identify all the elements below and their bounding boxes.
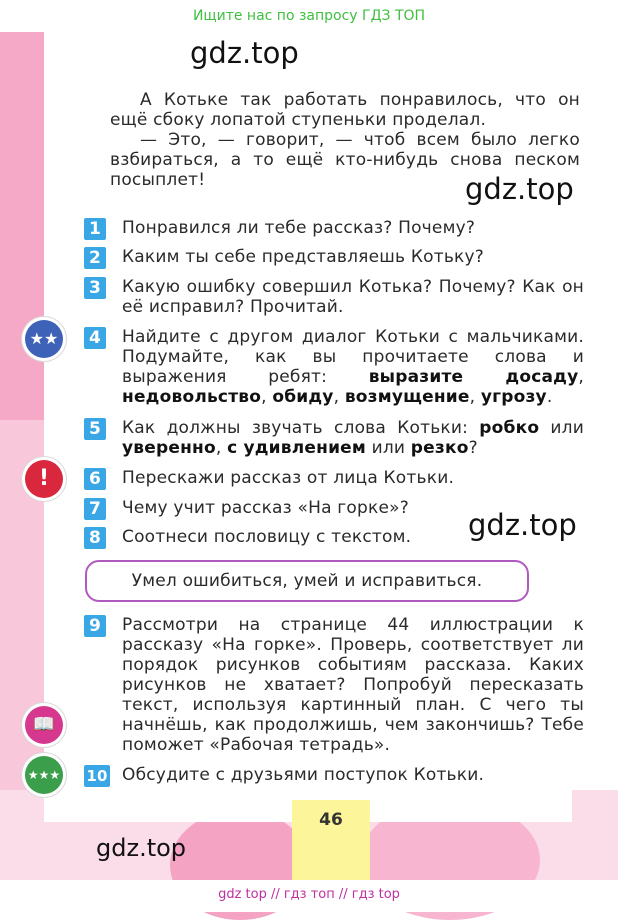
question-text: Какую ошибку совершил Котька? Почему? Как он её исправил? Прочитай.: [122, 277, 584, 317]
question-text: Рассмотри на странице 44 иллюстрации к рассказу «На горке». Проверь, соответствует ли порядок рисунков событиям рассказа. Каких рисунков не хватает? Попробуй пересказать текст, используя картинный план. С чего ты начнёшь, как продолжишь, чем закончишь? Тебе поможет «Рабочая тетрадь».: [122, 615, 584, 755]
question-6: [84, 468, 584, 488]
book-icon: 📖: [25, 706, 63, 744]
group-work-icon: ★★★: [25, 756, 63, 794]
story-paragraph: А Котьке так работать понравилось, что он ещё сбоку лопатой ступеньки проделал.: [110, 90, 580, 130]
question-8: [84, 527, 584, 547]
question-9: [84, 615, 584, 755]
question-number: 1: [84, 218, 106, 240]
story-text: [110, 90, 580, 190]
question-text: Каким ты себе представляешь Котьку?: [122, 247, 484, 267]
question-text: Соотнеси пословицу с текстом.: [122, 527, 412, 547]
question-number: 10: [84, 765, 110, 787]
question-10: [84, 765, 584, 785]
watermark: gdz.top: [465, 172, 574, 206]
question-text: Найдите с другом диалог Котьки с мальчиками. Подумайте, как вы прочитаете слова и выражения ребят: выразите досаду, недовольство, обиду, возмущение, угрозу.: [122, 327, 584, 407]
question-7: [84, 498, 584, 518]
watermark: gdz.top: [96, 834, 187, 862]
proverb-box: Умел ошибиться, умей и исправиться.: [85, 560, 529, 602]
question-number: 8: [84, 527, 106, 549]
story-paragraph: — Это, — говорит, — чтоб всем было легко взбираться, а то ещё кто-нибудь снова песком посыплет!: [110, 130, 580, 190]
question-number: 6: [84, 468, 106, 490]
question-5: [84, 418, 584, 458]
question-text: Понравился ли тебе рассказ? Почему?: [122, 218, 476, 238]
question-2: [84, 247, 584, 267]
watermark: gdz.top: [468, 508, 577, 542]
question-number: 7: [84, 498, 106, 520]
question-text: Обсудите с друзьями поступок Котьки.: [122, 765, 485, 785]
attention-icon: !: [25, 460, 63, 498]
watermark: gdz.top: [190, 36, 299, 70]
question-1: [84, 218, 584, 238]
question-number: 9: [84, 615, 106, 637]
question-number: 3: [84, 277, 106, 299]
question-text: Как должны звучать слова Котьки: робко или уверенно, с удивлением или резко?: [122, 418, 584, 458]
question-number: 5: [84, 418, 106, 440]
pair-work-icon: ★★: [25, 320, 63, 358]
question-text: Перескажи рассказ от лица Котьки.: [122, 468, 455, 488]
question-3: [84, 277, 584, 317]
footer: gdz top // гдз топ // гдз top: [0, 880, 618, 912]
question-4: [84, 327, 584, 407]
top-banner: Ищите нас по запросу ГДЗ ТОП: [192, 8, 426, 24]
question-text: Чему учит рассказ «На горке»?: [122, 498, 409, 518]
page-number: 46: [319, 810, 343, 830]
question-number: 4: [84, 327, 106, 349]
question-number: 2: [84, 247, 106, 269]
